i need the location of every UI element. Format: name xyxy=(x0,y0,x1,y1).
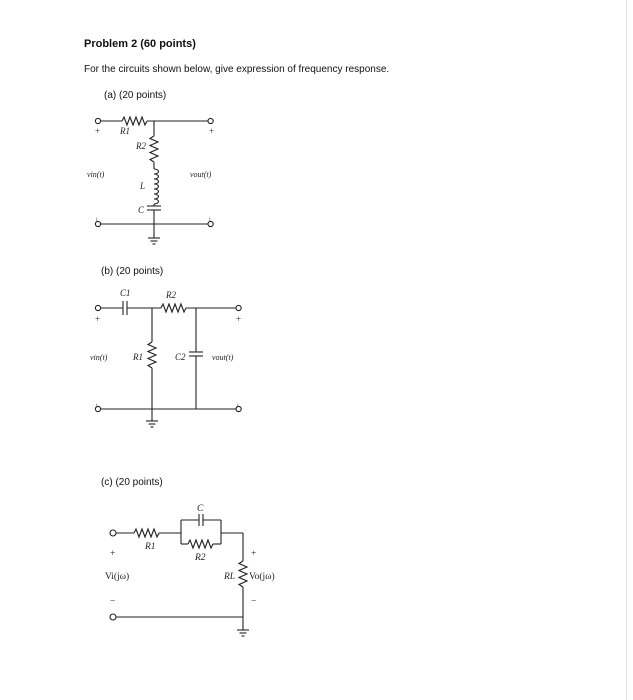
b-label-vout: vout(t) xyxy=(212,353,234,362)
c-label-vo: Vo(jω) xyxy=(249,572,275,582)
b-label-c2: C2 xyxy=(175,352,186,362)
b-label-r2: R2 xyxy=(166,290,176,300)
c-plus-in: + xyxy=(110,549,116,559)
a-label-vin: vin(t) xyxy=(87,170,105,179)
problem-title: Problem 2 (60 points) xyxy=(84,38,196,50)
a-minus-in: − xyxy=(92,217,102,223)
b-label-r1: R1 xyxy=(133,352,143,362)
part-c-heading: (c) (20 points) xyxy=(101,477,163,488)
c-label-r1: R1 xyxy=(145,542,156,552)
c-label-r2: R2 xyxy=(195,553,206,563)
a-label-r1: R1 xyxy=(120,126,130,136)
problem-instruction: For the circuits shown below, give expression of frequency response. xyxy=(84,64,390,75)
part-b-heading: (b) (20 points) xyxy=(101,266,164,277)
b-label-vin: vin(t) xyxy=(90,353,108,362)
a-label-vout: vout(t) xyxy=(190,170,212,179)
c-label-vi: Vi(jω) xyxy=(105,572,130,582)
c-minus-in: − xyxy=(110,597,116,607)
part-a-heading: (a) (20 points) xyxy=(104,90,167,101)
c-label-rl: RL xyxy=(224,572,236,582)
a-label-r2: R2 xyxy=(136,141,146,151)
c-plus-out: + xyxy=(251,549,257,559)
a-minus-out: − xyxy=(205,217,215,223)
b-minus-in: − xyxy=(92,403,102,409)
b-plus-out: + xyxy=(236,314,242,324)
b-label-c1: C1 xyxy=(120,288,131,298)
c-minus-out: − xyxy=(251,597,257,607)
b-plus-in: + xyxy=(95,314,101,324)
a-label-l: L xyxy=(140,181,146,191)
c-label-c: C xyxy=(197,504,204,514)
b-minus-out: − xyxy=(233,403,243,409)
a-plus-out: + xyxy=(209,126,215,136)
a-plus-in: + xyxy=(95,126,101,136)
a-label-c: C xyxy=(138,205,145,215)
